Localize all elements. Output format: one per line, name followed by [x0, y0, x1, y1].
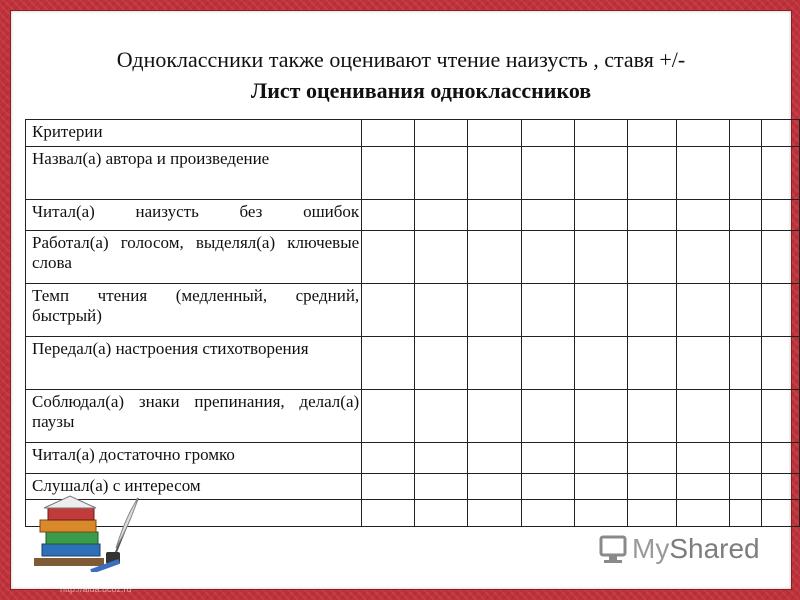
- logo-prefix: My: [632, 533, 670, 564]
- mark-cell[interactable]: [521, 390, 574, 443]
- mark-cell[interactable]: [574, 231, 627, 284]
- criterion-cell: Соблюдал(а) знаки препинания, делал(а) паузы: [26, 390, 362, 443]
- mark-cell[interactable]: [468, 500, 521, 527]
- mark-cell[interactable]: [627, 390, 676, 443]
- table-row: [26, 120, 800, 147]
- mark-cell[interactable]: [730, 231, 762, 284]
- mark-cell[interactable]: [677, 337, 730, 390]
- mark-cell[interactable]: [627, 147, 676, 200]
- monitor-icon: [598, 534, 632, 564]
- mark-cell[interactable]: [468, 200, 521, 231]
- mark-cell[interactable]: [521, 337, 574, 390]
- mark-cell[interactable]: [677, 390, 730, 443]
- mark-cell[interactable]: [468, 337, 521, 390]
- mark-cell[interactable]: [574, 337, 627, 390]
- criterion-cell: Передал(а) настроения стихотворения: [26, 337, 362, 390]
- mark-cell[interactable]: [730, 500, 762, 527]
- mark-cell[interactable]: [468, 231, 521, 284]
- mark-cell[interactable]: [574, 284, 627, 337]
- mark-cell[interactable]: [762, 337, 800, 390]
- mark-cell[interactable]: [362, 500, 415, 527]
- mark-cell[interactable]: [762, 147, 800, 200]
- source-watermark: http://aida.ucoz.ru: [60, 584, 132, 594]
- criterion-cell: Критерии: [26, 120, 362, 147]
- mark-cell[interactable]: [627, 474, 676, 500]
- mark-cell[interactable]: [574, 120, 627, 147]
- mark-cell[interactable]: [415, 120, 468, 147]
- mark-cell[interactable]: [415, 390, 468, 443]
- mark-cell[interactable]: [468, 147, 521, 200]
- mark-cell[interactable]: [730, 390, 762, 443]
- criterion-cell: Читал(а) наизусть без ошибок: [26, 200, 362, 231]
- table-row: [26, 284, 800, 337]
- mark-cell[interactable]: [415, 337, 468, 390]
- mark-cell[interactable]: [362, 231, 415, 284]
- criterion-cell: Читал(а) достаточно громко: [26, 443, 362, 474]
- table-row: [26, 147, 800, 200]
- mark-cell[interactable]: [762, 500, 800, 527]
- mark-cell[interactable]: [730, 120, 762, 147]
- mark-cell[interactable]: [521, 474, 574, 500]
- mark-cell[interactable]: [362, 337, 415, 390]
- mark-cell[interactable]: [415, 284, 468, 337]
- assessment-table: [25, 119, 800, 527]
- mark-cell[interactable]: [627, 500, 676, 527]
- table-row: [26, 443, 800, 474]
- mark-cell[interactable]: [677, 284, 730, 337]
- mark-cell[interactable]: [627, 200, 676, 231]
- mark-cell[interactable]: [521, 443, 574, 474]
- mark-cell[interactable]: [468, 474, 521, 500]
- mark-cell[interactable]: [677, 200, 730, 231]
- myshared-logo: [598, 532, 760, 566]
- mark-cell[interactable]: [762, 231, 800, 284]
- mark-cell[interactable]: [730, 443, 762, 474]
- mark-cell[interactable]: [415, 500, 468, 527]
- mark-cell[interactable]: [574, 443, 627, 474]
- mark-cell[interactable]: [415, 231, 468, 284]
- mark-cell[interactable]: [574, 147, 627, 200]
- mark-cell[interactable]: [362, 284, 415, 337]
- mark-cell[interactable]: [627, 120, 676, 147]
- mark-cell[interactable]: [415, 474, 468, 500]
- mark-cell[interactable]: [468, 443, 521, 474]
- mark-cell[interactable]: [521, 120, 574, 147]
- criterion-cell: Назвал(а) автора и произведение: [26, 147, 362, 200]
- slide-subtitle: Одноклассники также оценивают чтение наизусть , ставя +/-: [116, 47, 686, 72]
- mark-cell[interactable]: [677, 231, 730, 284]
- mark-cell[interactable]: [677, 147, 730, 200]
- mark-cell[interactable]: [362, 147, 415, 200]
- mark-cell[interactable]: [730, 337, 762, 390]
- mark-cell[interactable]: [762, 120, 800, 147]
- table-row: [26, 200, 800, 231]
- mark-cell[interactable]: [627, 284, 676, 337]
- mark-cell[interactable]: [627, 443, 676, 474]
- mark-cell[interactable]: [574, 200, 627, 231]
- mark-cell[interactable]: [521, 284, 574, 337]
- mark-cell[interactable]: [762, 443, 800, 474]
- mark-cell[interactable]: [468, 390, 521, 443]
- slide-title: Лист оценивания одноклассников: [250, 78, 592, 103]
- table-row: [26, 337, 800, 390]
- mark-cell[interactable]: [574, 474, 627, 500]
- mark-cell[interactable]: [627, 337, 676, 390]
- mark-cell[interactable]: [762, 200, 800, 231]
- mark-cell[interactable]: [468, 120, 521, 147]
- mark-cell[interactable]: [415, 147, 468, 200]
- table-row: [26, 231, 800, 284]
- mark-cell[interactable]: [362, 120, 415, 147]
- mark-cell[interactable]: [730, 200, 762, 231]
- mark-cell[interactable]: [677, 120, 730, 147]
- mark-cell[interactable]: [415, 443, 468, 474]
- logo-main: Shared: [669, 533, 760, 564]
- mark-cell[interactable]: [362, 443, 415, 474]
- books-and-quill-icon: [30, 490, 150, 572]
- mark-cell[interactable]: [627, 231, 676, 284]
- mark-cell[interactable]: [730, 284, 762, 337]
- mark-cell[interactable]: [521, 500, 574, 527]
- mark-cell[interactable]: [762, 284, 800, 337]
- mark-cell[interactable]: [468, 284, 521, 337]
- mark-cell[interactable]: [521, 200, 574, 231]
- criterion-cell: Темп чтения (медленный, средний, быстрый): [26, 284, 362, 337]
- mark-cell[interactable]: [762, 390, 800, 443]
- mark-cell[interactable]: [677, 474, 730, 500]
- mark-cell[interactable]: [362, 200, 415, 231]
- mark-cell[interactable]: [730, 474, 762, 500]
- mark-cell[interactable]: [415, 200, 468, 231]
- mark-cell[interactable]: [762, 474, 800, 500]
- mark-cell[interactable]: [362, 390, 415, 443]
- mark-cell[interactable]: [677, 443, 730, 474]
- mark-cell[interactable]: [521, 231, 574, 284]
- criterion-cell: Работал(а) голосом, выделял(а) ключевые слова: [26, 231, 362, 284]
- mark-cell[interactable]: [574, 390, 627, 443]
- mark-cell[interactable]: [521, 147, 574, 200]
- table-row: [26, 390, 800, 443]
- mark-cell[interactable]: [362, 474, 415, 500]
- criterion-cell: Слушал(а) с интересом: [26, 474, 362, 500]
- mark-cell[interactable]: [677, 500, 730, 527]
- mark-cell[interactable]: [574, 500, 627, 527]
- mark-cell[interactable]: [730, 147, 762, 200]
